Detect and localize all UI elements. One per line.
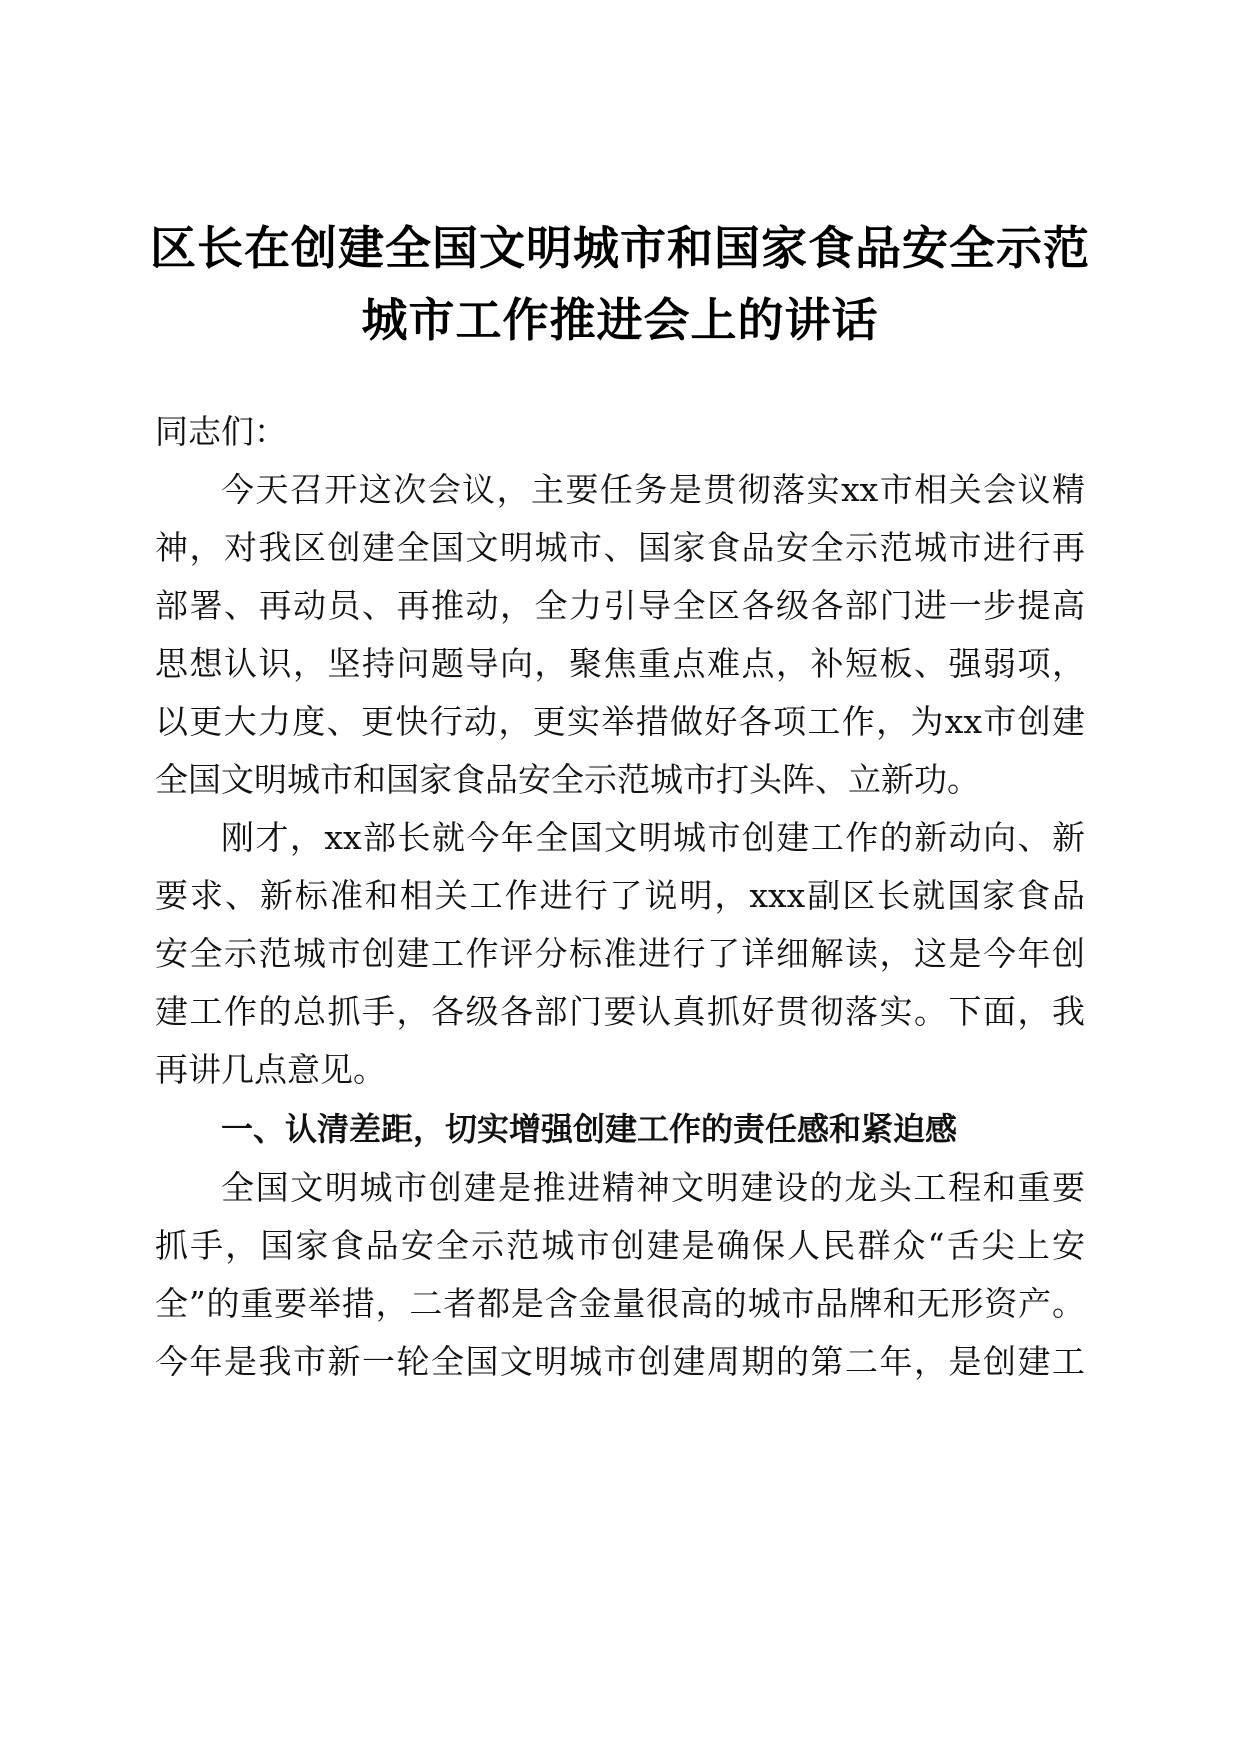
paragraph-1-line: 部署、再动员、再推动，全力引导全区各级各部门进一步提高 — [155, 586, 1085, 625]
document-title-line-2: 城市工作推进会上的讲话 — [361, 293, 879, 347]
section-1-heading: 一、认清差距，切实增强创建工作的责任感和紧迫感 — [221, 1110, 958, 1148]
document-title-line-1: 区长在创建全国文明城市和国家食品安全示范 — [150, 221, 1090, 275]
paragraph-1-line: 思想认识，坚持问题导向，聚焦重点难点，补短板、强弱项， — [155, 644, 1085, 683]
paragraph-1-line: 全国文明城市和国家食品安全示范城市打头阵、立新功。 — [155, 760, 980, 799]
paragraph-3-line: 抓手，国家食品安全示范城市创建是确保人民群众“舌尖上安 — [155, 1226, 1085, 1265]
paragraph-3-line: 全国文明城市创建是推进精神文明建设的龙头工程和重要 — [221, 1168, 1085, 1207]
paragraph-3-line: 今年是我市新一轮全国文明城市创建周期的第二年，是创建工 — [155, 1342, 1085, 1381]
paragraph-1-line: 以更大力度、更快行动，更实举措做好各项工作，为xx市创建 — [155, 702, 1085, 741]
paragraph-2-line: 建工作的总抓手，各级各部门要认真抓好贯彻落实。下面，我 — [155, 992, 1085, 1031]
paragraph-2-line: 刚才，xx部长就今年全国文明城市创建工作的新动向、新 — [221, 818, 1085, 857]
paragraph-2-line: 再讲几点意见。 — [155, 1050, 386, 1089]
paragraph-2-line: 要求、新标准和相关工作进行了说明，xxx副区长就国家食品 — [155, 876, 1085, 915]
salutation: 同志们： — [155, 412, 287, 451]
paragraph-3-line: 全”的重要举措，二者都是含金量很高的城市品牌和无形资产。 — [155, 1284, 1085, 1323]
paragraph-1-line: 神，对我区创建全国文明城市、国家食品安全示范城市进行再 — [155, 528, 1085, 567]
paragraph-2-line: 安全示范城市创建工作评分标准进行了详细解读，这是今年创 — [155, 934, 1085, 973]
paragraph-1-line: 今天召开这次会议，主要任务是贯彻落实xx市相关会议精 — [221, 470, 1085, 509]
